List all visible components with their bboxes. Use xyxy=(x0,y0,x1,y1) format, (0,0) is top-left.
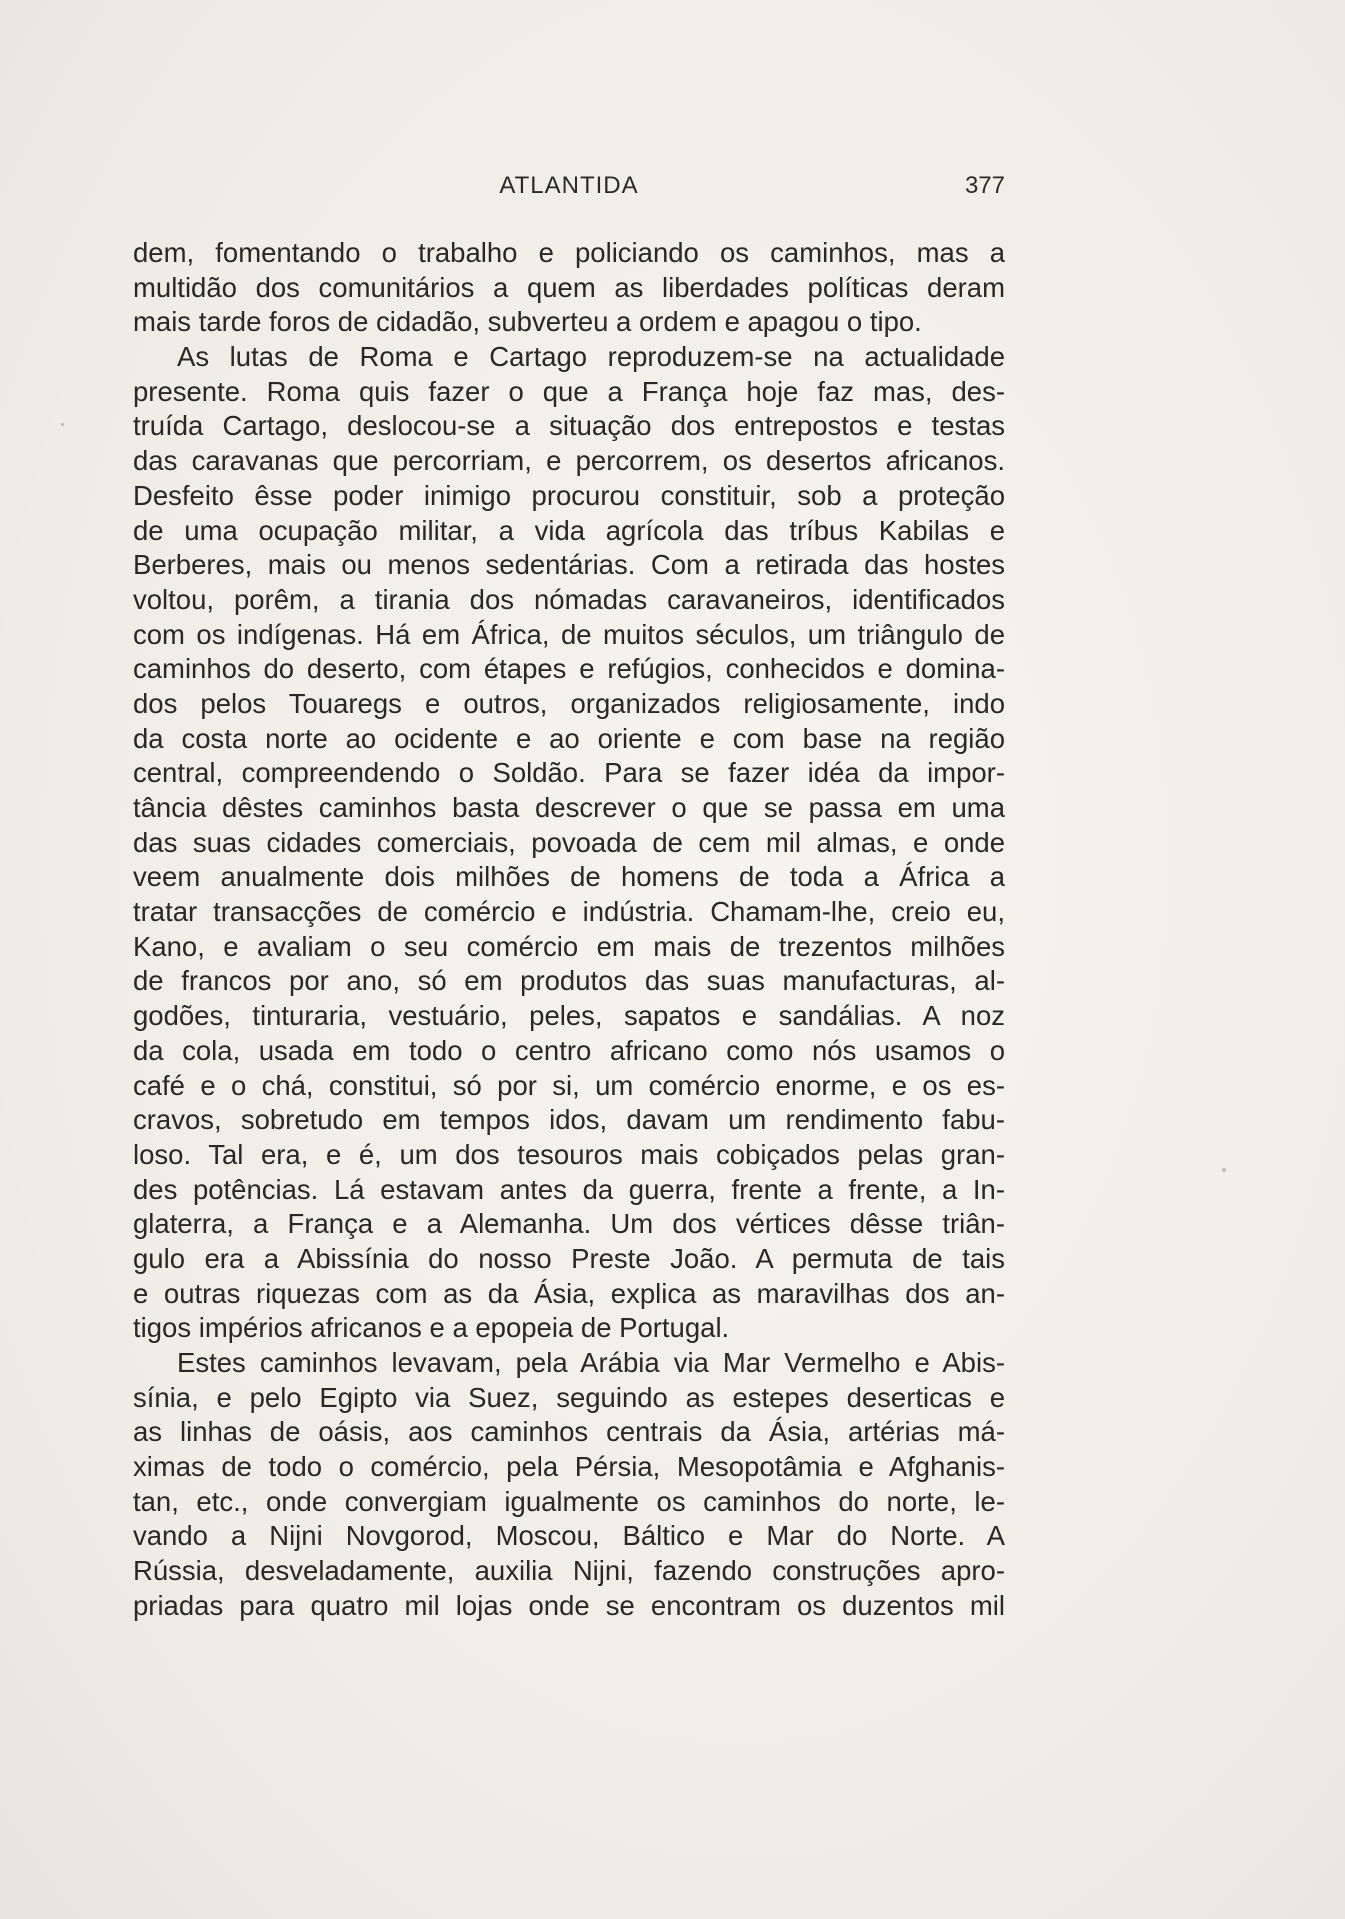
text-line: de francos por ano, só em produtos das suas manufacturas, al- xyxy=(133,965,1005,997)
text-line: as linhas de oásis, aos caminhos centrais da Ásia, artérias má- xyxy=(133,1416,1005,1448)
text-line: tância dêstes caminhos basta descrever o que se passa em uma xyxy=(133,792,1005,823)
text-line: das suas cidades comerciais, povoada de cem mil almas, e onde xyxy=(133,826,1005,858)
text-line: multidão dos comunitários a quem as liberdades políticas deram xyxy=(133,271,1005,303)
text-line: vando a Nijni Novgorod, Moscou, Báltico e Mar do Norte. A xyxy=(133,1520,1005,1552)
text-line: priadas para quatro mil lojas onde se encontram os duzentos mil xyxy=(133,1589,1005,1621)
text-line: dem, fomentando o trabalho e policiando os caminhos, mas a xyxy=(133,237,1005,268)
body-text xyxy=(133,236,1005,1624)
text-line: truída Cartago, deslocou-se a situação dos entrepostos e testas xyxy=(133,410,1005,442)
text-line: Kano, e avaliam o seu comércio em mais de trezentos milhões xyxy=(133,930,1005,962)
text-line: Berberes, mais ou menos sedentárias. Com a retirada das hostes xyxy=(133,549,1005,581)
text-line: veem anualmente dois milhões de homens de toda a África a xyxy=(133,861,1005,893)
text-line: des potências. Lá estavam antes da guerra, frente a frente, a In- xyxy=(133,1173,1005,1205)
text-line: presente. Roma quis fazer o que a França hoje faz mas, des- xyxy=(133,375,1005,407)
text-line: Estes caminhos levavam, pela Arábia via Mar Vermelho e Abis- xyxy=(177,1347,1005,1378)
text-line: central, compreendendo o Soldão. Para se fazer idéa da impor- xyxy=(133,757,1005,789)
running-title: ATLANTIDA xyxy=(499,172,639,199)
text-line: Rússia, desveladamente, auxilia Nijni, fazendo construções apro- xyxy=(133,1555,1005,1587)
text-line: gulo era a Abissínia do nosso Preste João. A permuta de tais xyxy=(133,1242,1005,1274)
text-line: da cola, usada em todo o centro africano como nós usamos o xyxy=(133,1034,1005,1066)
text-line: cravos, sobretudo em tempos idos, davam um rendimento fabu- xyxy=(133,1104,1005,1136)
text-line: tigos impérios africanos e a epopeia de Portugal. xyxy=(133,1312,730,1344)
paper-speck xyxy=(61,423,64,426)
text-line: godões, tinturaria, vestuário, peles, sapatos e sandálias. A noz xyxy=(133,1000,1005,1032)
text-line: com os indígenas. Há em África, de muitos séculos, um triângulo de xyxy=(133,618,1005,650)
text-line: As lutas de Roma e Cartago reproduzem-se na actualidade xyxy=(177,341,1005,373)
text-line: de uma ocupação militar, a vida agrícola das tríbus Kabilas e xyxy=(133,514,1005,546)
page-header xyxy=(133,172,1005,212)
text-line: tratar transacções de comércio e indústria. Chamam-lhe, creio eu, xyxy=(133,896,1005,928)
text-line: das caravanas que percorriam, e percorrem, os desertos africanos. xyxy=(133,445,1005,477)
text-line: tan, etc., onde convergiam igualmente os caminhos do norte, le- xyxy=(133,1485,1005,1517)
text-line: da costa norte ao ocidente e ao oriente e com base na região xyxy=(133,722,1005,754)
text-line: Desfeito êsse poder inimigo procurou constituir, sob a proteção xyxy=(133,479,1005,511)
text-line: e outras riquezas com as da Ásia, explica as maravilhas dos an- xyxy=(133,1277,1005,1309)
paper-speck xyxy=(1222,1168,1226,1172)
text-line: voltou, porêm, a tirania dos nómadas caravaneiros, identificados xyxy=(133,583,1005,615)
text-line: mais tarde foros de cidadão, subverteu a ordem e apagou o tipo. xyxy=(133,306,922,338)
text-line: dos pelos Touaregs e outros, organizados religiosamente, indo xyxy=(133,687,1005,719)
text-line: café e o chá, constitui, só por si, um comércio enorme, e os es- xyxy=(133,1069,1005,1101)
text-line: ximas de todo o comércio, pela Pérsia, Mesopotâmia e Afghanis- xyxy=(133,1451,1005,1483)
text-line: caminhos do deserto, com étapes e refúgios, conhecidos e domina- xyxy=(133,653,1005,685)
text-line: sínia, e pelo Egipto via Suez, seguindo as estepes deserticas e xyxy=(133,1381,1005,1413)
page-number: 377 xyxy=(964,172,1005,199)
text-line: loso. Tal era, e é, um dos tesouros mais cobiçados pelas gran- xyxy=(133,1138,1005,1170)
text-line: glaterra, a França e a Alemanha. Um dos vértices dêsse triân- xyxy=(133,1208,1005,1240)
